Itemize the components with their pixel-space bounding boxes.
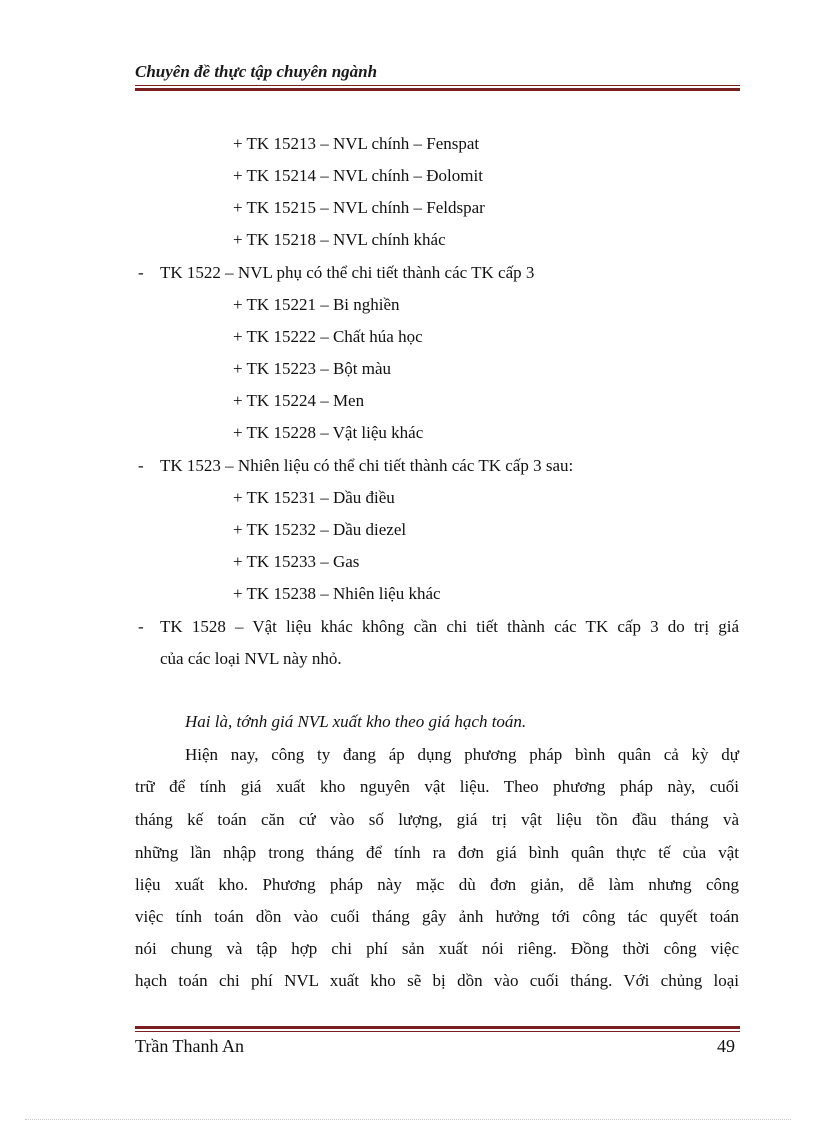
page-number: 49 [717,1036,735,1056]
paragraph-line: hạch toán chi phí NVL xuất kho sẽ bị dồn vào cuối tháng. Với chủng loại [135,971,739,990]
header-rule [135,85,740,91]
list-item: + TK 15233 – Gas [233,552,360,571]
paragraph-line: trữ để tính giá xuất kho nguyên vật liệu. Theo phương pháp này, cuối [135,777,739,796]
section-heading: Hai là, tớnh giá NVL xuất kho theo giá hạch toán. [185,712,527,731]
list-item: + TK 15214 – NVL chính – Đolomit [233,166,483,185]
header-title: Chuyên đề thực tập chuyên ngành [135,62,378,81]
list-bullet: - [138,617,144,636]
list-item: + TK 15213 – NVL chính – Fenspat [233,134,480,153]
list-bullet: - [138,456,144,475]
paragraph-line: việc tính toán dồn vào cuối tháng gây ảnh hưởng tới công tác quyết toán [135,907,739,926]
list-item: + TK 15232 – Dầu diezel [233,520,407,539]
list-item: + TK 15224 – Men [233,391,365,410]
list-item: + TK 15215 – NVL chính – Feldspar [233,198,485,217]
paragraph-line: tháng kế toán căn cứ vào số lượng, giá trị vật liệu tồn đầu tháng và [135,810,739,829]
list-item: + TK 15231 – Dầu điều [233,488,395,507]
list-item: + TK 15218 – NVL chính khác [233,230,446,249]
list-item: + TK 15223 – Bột màu [233,359,392,378]
paragraph-line: nói chung và tập hợp chi phí sản xuất nói riêng. Đồng thời công việc [135,939,739,958]
account-1523: TK 1523 – Nhiên liệu có thể chi tiết thành các TK cấp 3 sau: [160,456,574,475]
list-bullet: - [138,263,144,282]
list-item: + TK 15221 – Bi nghiền [233,295,400,314]
account-1528: TK 1528 – Vật liệu khác không cần chi tiết thành các TK cấp 3 do trị giá [160,617,739,636]
list-item: + TK 15228 – Vật liệu khác [233,423,424,442]
list-item: + TK 15222 – Chất húa học [233,327,423,346]
account-1522: TK 1522 – NVL phụ có thể chi tiết thành các TK cấp 3 [160,263,535,282]
account-1528-cont: của các loại NVL này nhỏ. [160,649,342,668]
list-item: + TK 15238 – Nhiên liệu khác [233,584,441,603]
paragraph-line: liệu xuất kho. Phương pháp này mặc dù đơn giản, dễ làm nhưng công [135,875,739,894]
paragraph-line: những lần nhập trong tháng để tính ra đơn giá bình quân thực tế của vật [135,843,739,862]
paragraph-line: Hiện nay, công ty đang áp dụng phương pháp bình quân cả kỳ dự [185,745,739,764]
footer-rule [135,1026,740,1032]
footer-author: Trần Thanh An [135,1036,245,1056]
page-edge-divider [25,1119,791,1120]
